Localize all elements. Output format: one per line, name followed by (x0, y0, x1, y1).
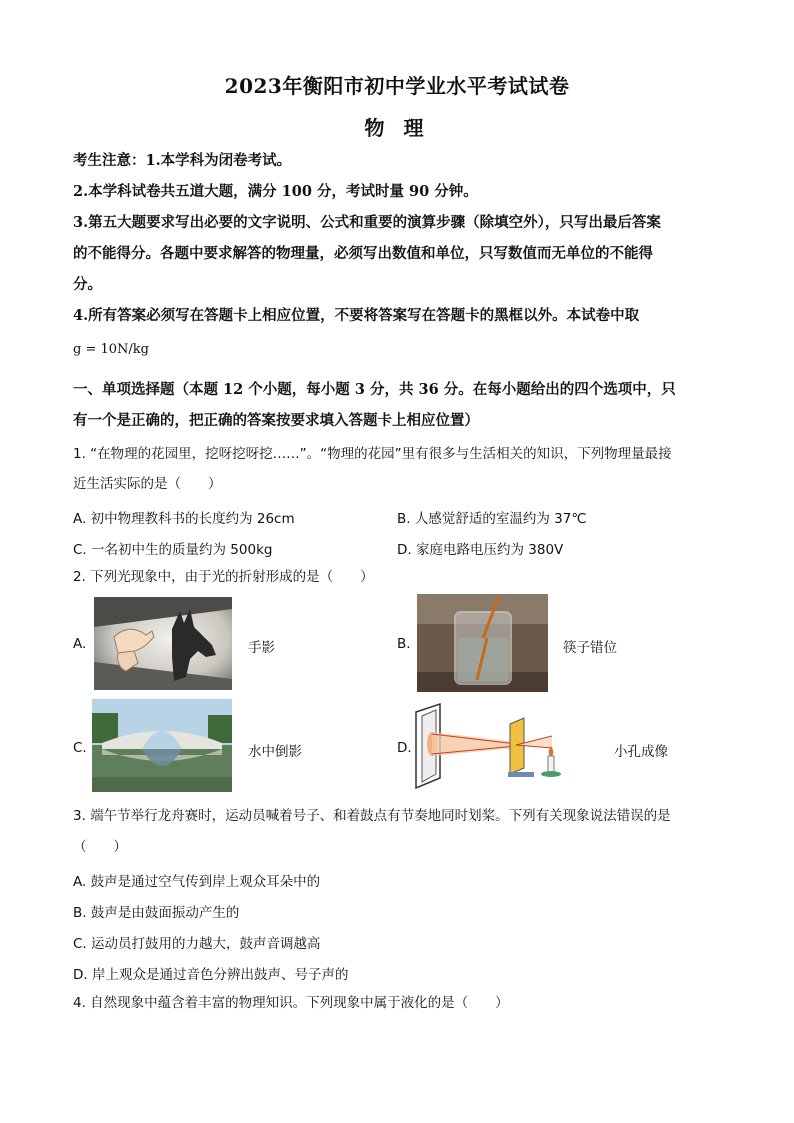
q1-stem-b: 近生活实际的是（ ） (73, 476, 222, 492)
q1-option-a: A. 初中物理教科书的长度约为 26cm (73, 511, 295, 527)
q1-option-d: D. 家庭电路电压约为 380V (397, 542, 564, 558)
notice-line-3a: 3.第五大题要求写出必要的文字说明、公式和重要的演算步骤（除填空外），只写出最后答案 (73, 214, 661, 231)
section-heading-b: 有一个是正确的，把正确的答案按要求填入答题卡上相应位置） (73, 412, 479, 429)
q3-option-c: C. 运动员打鼓用的力越大，鼓声音调越高 (73, 936, 321, 952)
notice-line-3c: 分。 (73, 276, 102, 293)
q2-d-letter: D. (397, 740, 412, 756)
hand-shadow-image (94, 597, 232, 690)
q4-stem: 4. 自然现象中蕴含着丰富的物理知识。下列现象中属于液化的是（ ） (73, 995, 509, 1011)
q2-c-caption: 水中倒影 (248, 744, 302, 760)
q3-option-b: B. 鼓声是由鼓面振动产生的 (73, 905, 240, 921)
q3-option-d: D. 岸上观众是通过音色分辨出鼓声、号子声的 (73, 967, 349, 983)
q2-stem: 2. 下列光现象中，由于光的折射形成的是（ ） (73, 569, 374, 585)
bridge-reflection-image (92, 699, 232, 792)
subject-title: 物 理 (364, 116, 430, 140)
q2-c-letter: C. (73, 740, 87, 756)
q1-option-c: C. 一名初中生的质量约为 500kg (73, 542, 273, 558)
q3-stem-b: （ ） (73, 839, 127, 855)
q1-option-b: B. 人感觉舒适的室温约为 37℃ (397, 511, 587, 527)
exam-title: 2023年衡阳市初中学业水平考试试卷 (224, 74, 570, 98)
q2-b-caption: 筷子错位 (563, 640, 617, 656)
q3-option-a: A. 鼓声是通过空气传到岸上观众耳朵中的 (73, 874, 321, 890)
notice-line-2: 2.本学科试卷共五道大题，满分 100 分，考试时量 90 分钟。 (73, 183, 478, 200)
notice-line-4: 4.所有答案必须写在答题卡上相应位置，不要将答案写在答题卡的黑框以外。本试卷中取 (73, 307, 640, 324)
q2-b-letter: B. (397, 636, 411, 652)
q2-a-letter: A. (73, 636, 87, 652)
q2-a-caption: 手影 (248, 640, 275, 656)
gravity-formula: g = 10N/kg (73, 342, 149, 357)
q3-stem-a: 3. 端午节举行龙舟赛时，运动员喊着号子、和着鼓点有节奏地同时划桨。下列有关现象说法错误的是 (73, 808, 671, 824)
pinhole-camera-diagram (412, 702, 572, 790)
chopstick-image (417, 594, 548, 692)
notice-line-3b: 的不能得分。各题中要求解答的物理量，必须写出数值和单位，只写数值而无单位的不能得 (73, 245, 653, 262)
section-heading-a: 一、单项选择题（本题 12 个小题，每小题 3 分，共 36 分。在每小题给出的四个选项中，只 (73, 381, 676, 398)
q1-stem-a: 1. “在物理的花园里，挖呀挖呀挖……”。“物理的花园”里有很多与生活相关的知识，下列物理量最接 (73, 446, 672, 462)
notice-line-1: 考生注意：1.本学科为闭卷考试。 (73, 152, 292, 169)
q2-d-caption: 小孔成像 (614, 744, 668, 760)
